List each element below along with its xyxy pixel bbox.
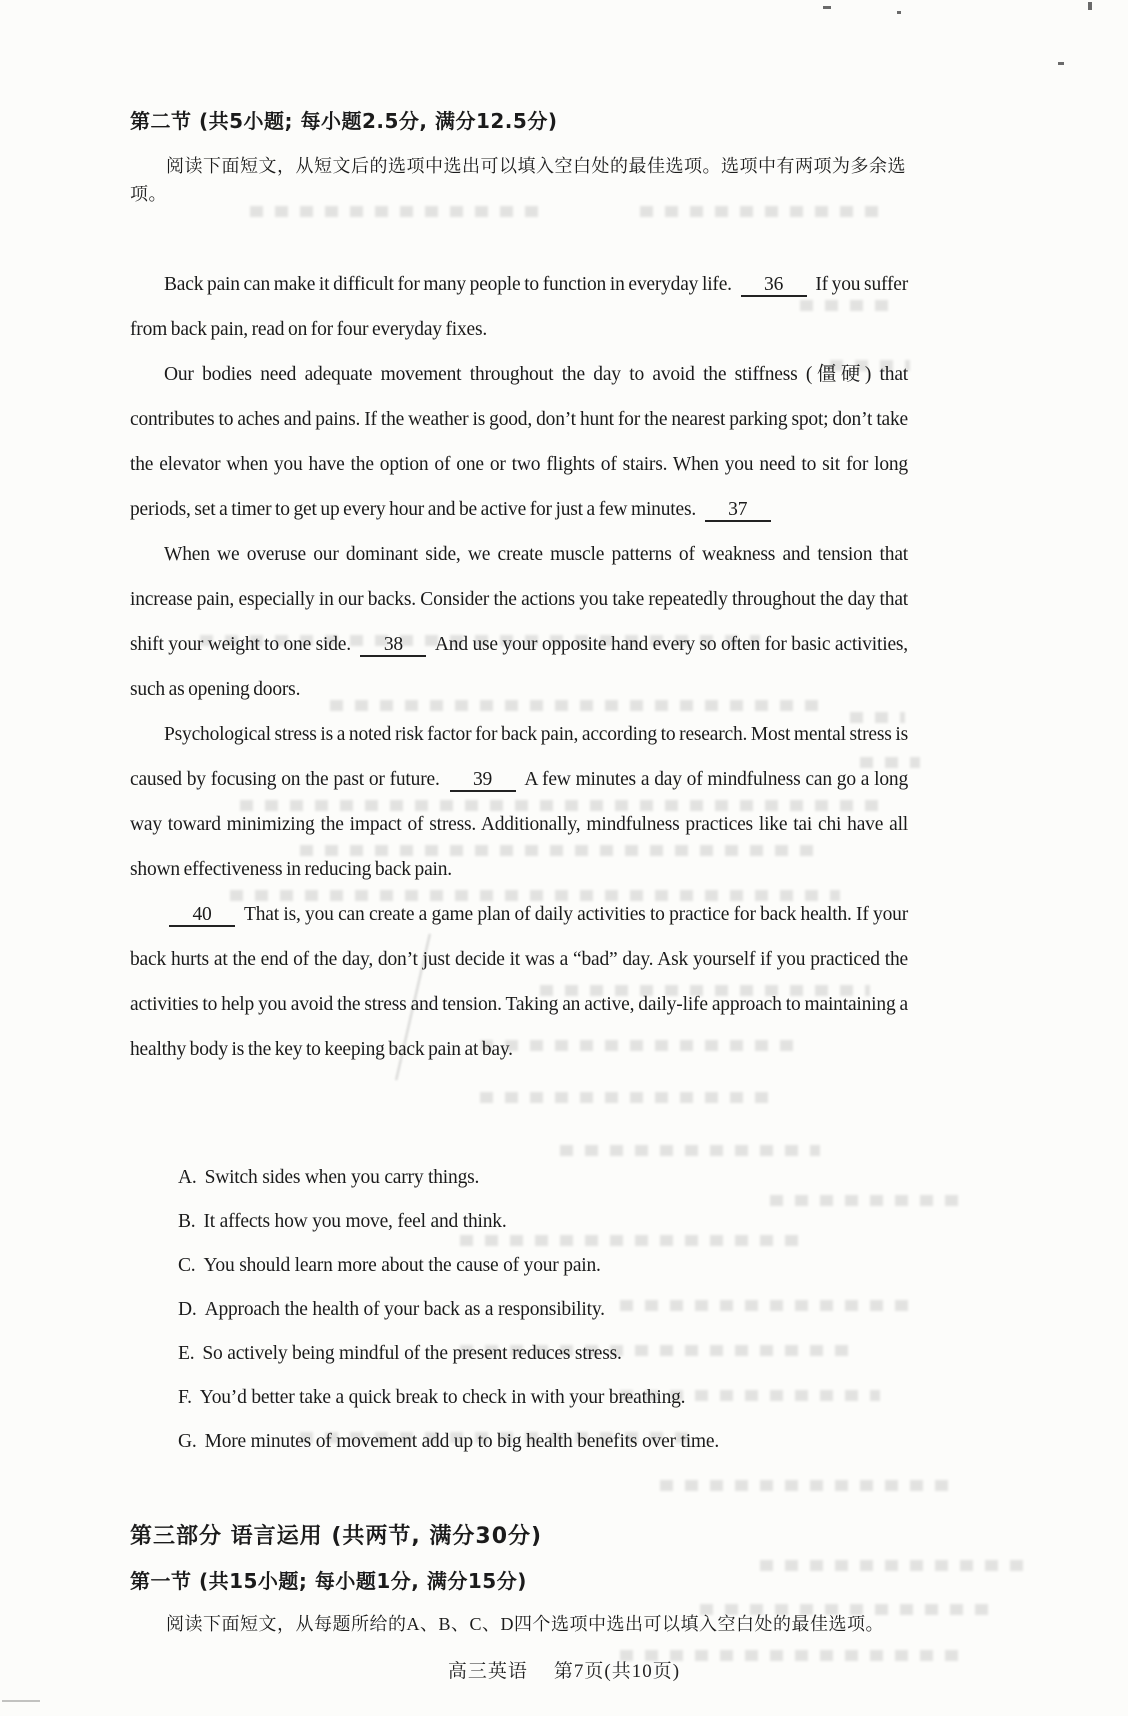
passage-paragraph: When we overuse our dominant side, we create muscle patterns of weakness and tension that increase pain, especially in our backs. Consider the actions you take repeatedly throughout the day that shift your weight to one side. 38 And use your opposite hand every so often for basic activities, such as opening doors. bbox=[130, 544, 908, 700]
blank-40: 40 bbox=[169, 905, 235, 927]
option-item-b bbox=[178, 1200, 908, 1244]
scan-speck bbox=[2, 1700, 40, 1702]
scan-speck bbox=[823, 6, 831, 9]
option-item-g bbox=[178, 1420, 908, 1464]
section3-subheading: 第一节 (共15小题; 每小题1分, 满分15分) bbox=[130, 1569, 527, 1593]
option-item-c bbox=[178, 1244, 908, 1288]
blank-37: 37 bbox=[705, 500, 771, 522]
option-label: C. bbox=[178, 1255, 196, 1276]
option-label: E. bbox=[178, 1343, 195, 1364]
option-item-d bbox=[178, 1288, 908, 1332]
blank-36: 36 bbox=[741, 275, 807, 297]
option-text: You should learn more about the cause of your pain. bbox=[203, 1255, 601, 1276]
option-item-f bbox=[178, 1376, 908, 1420]
section2-heading: 第二节 (共5小题; 每小题2.5分, 满分12.5分) bbox=[130, 109, 558, 133]
blank-39: 39 bbox=[450, 770, 516, 792]
option-item-a bbox=[178, 1156, 908, 1200]
option-label: A. bbox=[178, 1167, 197, 1188]
option-label: D. bbox=[178, 1299, 197, 1320]
section3-heading: 第三部分 语言运用 (共两节, 满分30分) bbox=[130, 1524, 543, 1549]
footer-course: 高三英语 bbox=[447, 1661, 528, 1682]
option-text: Switch sides when you carry things. bbox=[204, 1167, 480, 1188]
option-label: F. bbox=[178, 1387, 192, 1408]
option-text: More minutes of movement add up to big health benefits over time. bbox=[204, 1431, 720, 1452]
option-label: G. bbox=[178, 1431, 197, 1452]
passage-paragraph: 40 That is, you can create a game plan of daily activities to practice for back health. If your back hurts at the end of the day, don’t just decide it was a “bad” day. Ask yourself if you practiced the activities to help you avoid the stress and tension. Taking an active, daily-life approach to maintaining a healthy body is the key to keeping back pain at bay. bbox=[130, 904, 908, 1060]
section3-instruction: 阅读下面短文，从每题所给的A、B、C、D四个选项中选出可以填入空白处的最佳选项。 bbox=[166, 1614, 885, 1634]
reading-passage bbox=[130, 262, 908, 1072]
scan-speck bbox=[1088, 2, 1092, 10]
options-list bbox=[178, 1156, 908, 1464]
section2-instruction: 阅读下面短文，从短文后的选项中选出可以填入空白处的最佳选项。选项中有两项为多余选项。 bbox=[130, 156, 906, 204]
option-text: Approach the health of your back as a responsibility. bbox=[204, 1299, 605, 1320]
blank-38: 38 bbox=[360, 635, 426, 657]
option-text: You’d better take a quick break to check in with your breathing. bbox=[199, 1387, 686, 1408]
option-text: So actively being mindful of the present reduces stress. bbox=[202, 1343, 622, 1364]
scan-speck bbox=[897, 11, 901, 14]
option-text: It affects how you move, feel and think. bbox=[203, 1211, 507, 1232]
page-content bbox=[130, 106, 908, 1638]
page-footer bbox=[0, 1656, 1128, 1683]
passage-paragraph: Psychological stress is a noted risk factor for back pain, according to research. Most mental stress is caused by focusing on the past or future. 39 A few minutes a day of mindfulness can go a long way toward minimizing the impact of stress. Additionally, mindfulness practices like tai chi have all shown effectiveness in reducing back pain. bbox=[130, 724, 908, 880]
passage-paragraph: Back pain can make it difficult for many people to function in everyday life. 36 If you suffer from back pain, read on for four everyday fixes. bbox=[130, 274, 908, 340]
option-item-e bbox=[178, 1332, 908, 1376]
passage-paragraph: Our bodies need adequate movement throughout the day to avoid the stiffness (僵硬) that contributes to aches and pains. If the weather is good, don’t hunt for the nearest parking spot; don’t take the elevator when you have the option of one or two flights of stairs. When you need to sit for long periods, set a timer to get up every hour and be active for just a few minutes. 37 bbox=[130, 364, 908, 520]
option-label: B. bbox=[178, 1211, 196, 1232]
footer-page-number: 第7页(共10页) bbox=[553, 1661, 681, 1682]
scan-speck bbox=[1058, 62, 1064, 65]
